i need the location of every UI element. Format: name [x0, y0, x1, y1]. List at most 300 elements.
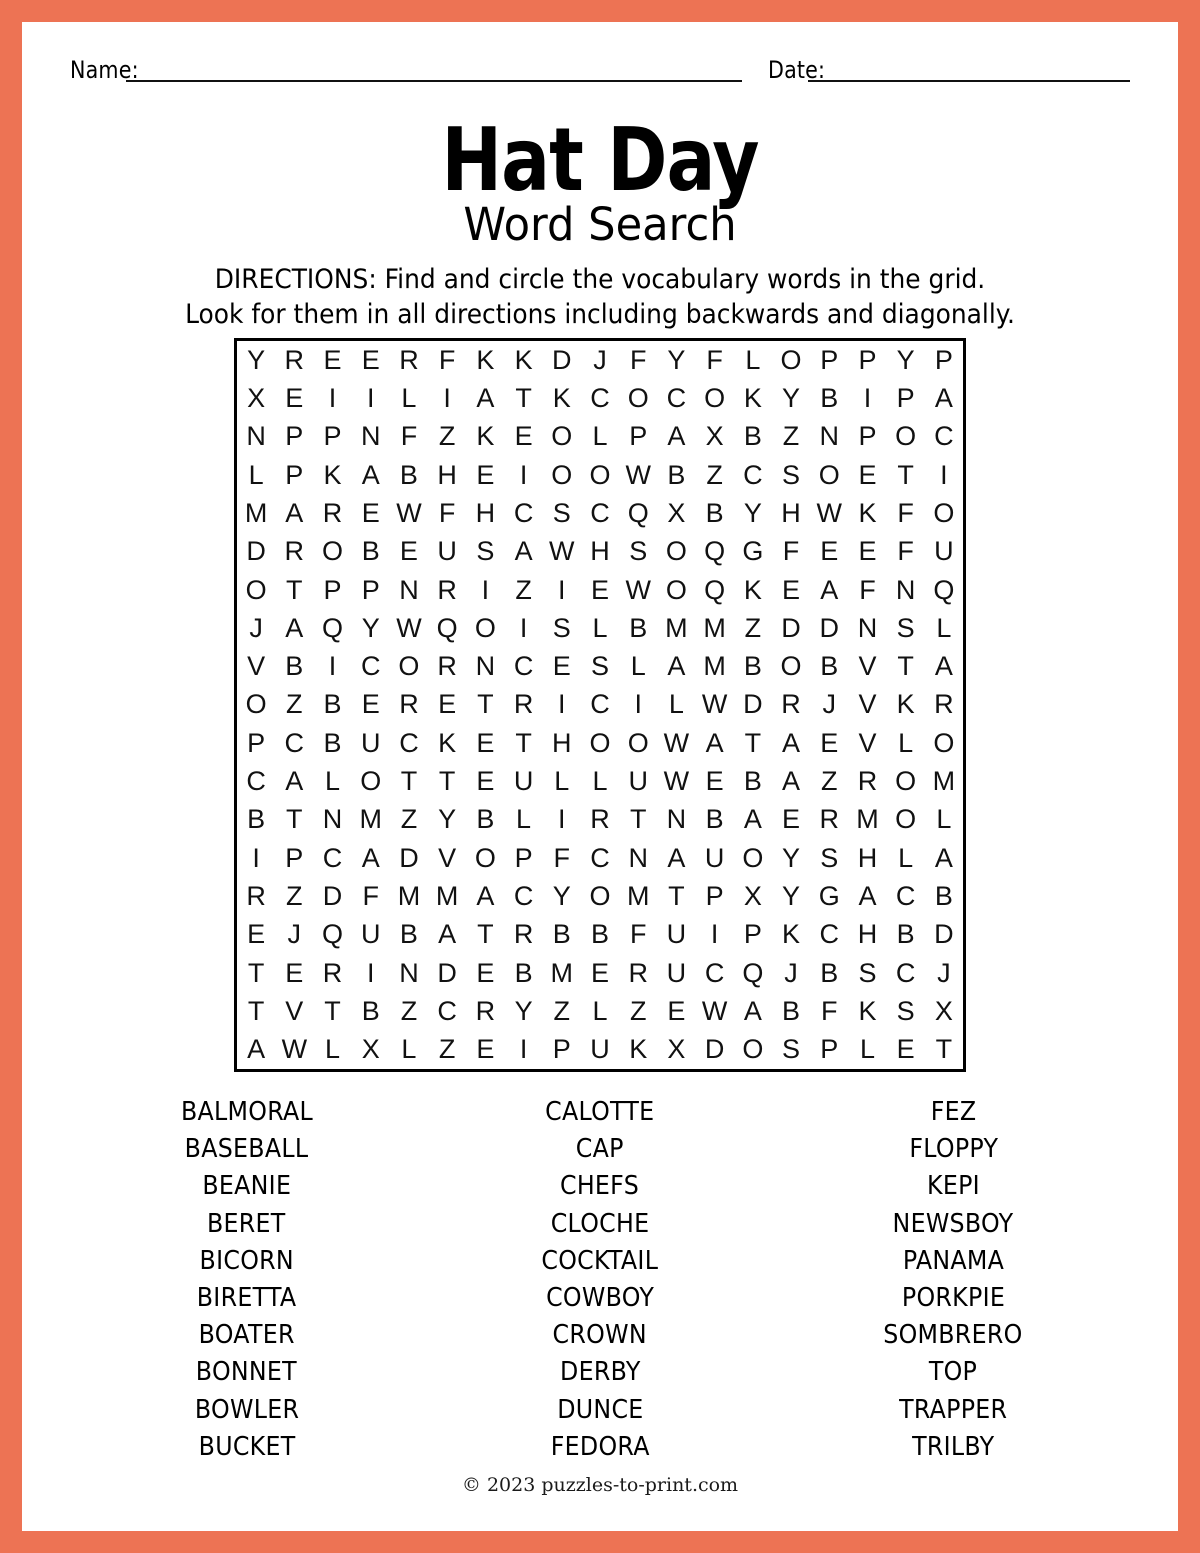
grid-cell[interactable]: U — [437, 536, 457, 567]
grid-cell[interactable]: A — [361, 459, 380, 490]
grid-cell[interactable]: I — [940, 459, 948, 490]
grid-cell[interactable]: F — [706, 344, 723, 375]
grid-cell[interactable]: I — [519, 1034, 528, 1065]
grid-cell[interactable]: B — [743, 421, 762, 452]
grid-cell[interactable]: B — [323, 689, 342, 720]
grid-cell[interactable]: F — [553, 842, 571, 873]
grid-cell[interactable]: E — [476, 766, 495, 797]
word-search-grid[interactable] — [237, 341, 963, 1069]
grid-cell[interactable]: B — [323, 727, 342, 758]
grid-cell[interactable]: B — [361, 996, 380, 1027]
grid-cell[interactable]: Y — [782, 842, 801, 873]
grid-cell[interactable]: C — [590, 689, 610, 720]
grid-cell[interactable]: T — [744, 727, 762, 758]
grid-cell[interactable]: E — [399, 536, 418, 567]
grid-cell[interactable]: J — [287, 919, 302, 950]
grid-cell[interactable]: P — [820, 1034, 839, 1065]
grid-cell[interactable]: V — [438, 842, 457, 873]
grid-cell[interactable]: T — [515, 382, 532, 413]
word-list-item[interactable]: CROWN — [552, 1320, 648, 1351]
grid-cell[interactable]: K — [858, 996, 877, 1027]
grid-cell[interactable]: I — [366, 957, 375, 988]
grid-cell[interactable]: O — [474, 842, 496, 873]
grid-cell[interactable]: N — [666, 804, 687, 835]
grid-cell[interactable]: A — [934, 651, 953, 682]
grid-cell[interactable]: O — [895, 766, 917, 797]
grid-cell[interactable]: C — [513, 497, 534, 528]
grid-cell[interactable]: E — [667, 996, 686, 1027]
grid-cell[interactable]: I — [558, 574, 566, 605]
grid-cell[interactable]: O — [551, 421, 573, 452]
grid-cell[interactable]: I — [519, 612, 528, 643]
grid-cell[interactable]: C — [590, 497, 610, 528]
grid-cell[interactable]: R — [437, 574, 457, 605]
grid-cell[interactable]: S — [782, 1034, 801, 1065]
grid-cell[interactable]: L — [630, 651, 646, 682]
grid-cell[interactable]: P — [858, 344, 877, 375]
grid-cell[interactable]: L — [325, 766, 341, 797]
grid-cell[interactable]: M — [435, 881, 459, 912]
grid-cell[interactable]: T — [897, 459, 914, 490]
grid-cell[interactable]: T — [247, 996, 265, 1027]
grid-cell[interactable]: A — [782, 766, 801, 797]
grid-cell[interactable]: C — [590, 842, 610, 873]
grid-cell[interactable]: E — [820, 727, 839, 758]
grid-cell[interactable]: O — [551, 459, 573, 490]
grid-cell[interactable]: E — [858, 459, 877, 490]
grid-cell[interactable]: I — [443, 382, 451, 413]
grid-cell[interactable]: K — [438, 727, 457, 758]
grid-cell[interactable]: T — [668, 881, 685, 912]
grid-cell[interactable]: W — [663, 727, 690, 758]
grid-cell[interactable]: C — [934, 421, 954, 452]
word-list-item[interactable]: BASEBALL — [184, 1134, 309, 1165]
grid-cell[interactable]: A — [743, 804, 762, 835]
grid-cell[interactable]: O — [589, 459, 611, 490]
word-list-item[interactable]: PORKPIE — [901, 1283, 1005, 1314]
grid-cell[interactable]: Z — [629, 996, 647, 1027]
grid-cell[interactable]: D — [399, 842, 419, 873]
grid-cell[interactable]: F — [629, 344, 647, 375]
grid-cell[interactable]: D — [246, 536, 266, 567]
word-list-item[interactable]: BONNET — [196, 1357, 298, 1388]
word-list-item[interactable]: BOWLER — [194, 1394, 299, 1425]
grid-cell[interactable]: H — [781, 497, 801, 528]
grid-cell[interactable]: J — [822, 689, 836, 720]
grid-cell[interactable]: P — [743, 919, 762, 950]
grid-cell[interactable]: J — [784, 957, 798, 988]
grid-cell[interactable]: T — [286, 804, 303, 835]
grid-cell[interactable]: R — [399, 344, 419, 375]
word-list-item[interactable]: FEDORA — [550, 1431, 650, 1462]
grid-cell[interactable]: R — [322, 497, 343, 528]
grid-cell[interactable]: B — [629, 612, 648, 643]
word-list-item[interactable]: FEZ — [930, 1097, 977, 1127]
grid-cell[interactable]: V — [858, 689, 877, 720]
grid-cell[interactable]: T — [477, 689, 494, 720]
word-list-item[interactable]: FLOPPY — [908, 1134, 998, 1165]
grid-cell[interactable]: E — [552, 651, 571, 682]
grid-cell[interactable]: M — [359, 804, 382, 835]
grid-cell[interactable]: L — [592, 996, 608, 1027]
grid-cell[interactable]: Y — [438, 804, 457, 835]
grid-cell[interactable]: O — [704, 382, 726, 413]
grid-cell[interactable]: N — [475, 651, 496, 682]
grid-cell[interactable]: X — [743, 881, 762, 912]
grid-cell[interactable]: K — [782, 919, 801, 950]
grid-cell[interactable]: B — [552, 919, 571, 950]
grid-cell[interactable]: B — [705, 804, 724, 835]
grid-cell[interactable]: U — [628, 766, 648, 797]
grid-cell[interactable]: S — [552, 612, 571, 643]
grid-cell[interactable]: W — [396, 612, 422, 643]
grid-cell[interactable]: R — [322, 957, 343, 988]
grid-cell[interactable]: Q — [933, 574, 955, 605]
grid-cell[interactable]: C — [399, 727, 419, 758]
grid-cell[interactable]: E — [476, 727, 495, 758]
grid-cell[interactable]: U — [590, 1034, 610, 1065]
grid-cell[interactable]: E — [438, 689, 457, 720]
grid-cell[interactable]: Y — [667, 344, 686, 375]
grid-cell[interactable]: J — [937, 957, 951, 988]
grid-cell[interactable]: A — [743, 996, 762, 1027]
grid-cell[interactable]: O — [665, 574, 687, 605]
grid-cell[interactable]: E — [896, 1034, 915, 1065]
grid-cell[interactable]: O — [398, 651, 420, 682]
grid-cell[interactable]: I — [634, 689, 642, 720]
grid-cell[interactable]: B — [934, 881, 953, 912]
word-list-item[interactable]: KEPI — [926, 1171, 980, 1202]
grid-cell[interactable]: F — [821, 996, 838, 1027]
word-list-item[interactable]: CHEFS — [560, 1171, 640, 1202]
word-list-item[interactable]: DUNCE — [556, 1394, 644, 1425]
grid-cell[interactable]: R — [475, 996, 496, 1027]
word-list-item[interactable]: BOATER — [198, 1320, 295, 1351]
grid-cell[interactable]: X — [247, 382, 266, 413]
grid-cell[interactable]: I — [558, 689, 566, 720]
grid-cell[interactable]: I — [328, 651, 337, 682]
grid-cell[interactable]: B — [399, 919, 418, 950]
grid-cell[interactable]: B — [820, 651, 839, 682]
grid-cell[interactable]: A — [934, 842, 953, 873]
grid-cell[interactable]: N — [857, 612, 878, 643]
grid-cell[interactable]: E — [476, 1034, 495, 1065]
grid-cell[interactable]: I — [863, 382, 872, 413]
grid-cell[interactable]: P — [514, 842, 533, 873]
grid-cell[interactable]: U — [360, 727, 381, 758]
grid-cell[interactable]: K — [743, 382, 762, 413]
word-list-item[interactable]: TRAPPER — [899, 1394, 1008, 1425]
grid-cell[interactable]: J — [593, 344, 607, 375]
grid-cell[interactable]: C — [590, 382, 610, 413]
grid-cell[interactable]: D — [552, 344, 572, 375]
word-list-item[interactable]: COWBOY — [545, 1283, 655, 1314]
grid-cell[interactable]: U — [934, 536, 954, 567]
grid-cell[interactable]: T — [247, 957, 265, 988]
grid-cell[interactable]: I — [252, 842, 260, 873]
grid-cell[interactable]: D — [743, 689, 763, 720]
word-list-item[interactable]: COCKTAIL — [541, 1245, 659, 1276]
grid-cell[interactable]: C — [704, 957, 725, 988]
grid-cell[interactable]: O — [360, 766, 382, 797]
grid-cell[interactable]: R — [857, 766, 878, 797]
grid-cell[interactable]: L — [859, 1034, 875, 1065]
grid-cell[interactable]: F — [897, 536, 914, 567]
word-list-item[interactable]: BIRETTA — [196, 1283, 297, 1314]
grid-cell[interactable]: N — [628, 842, 648, 873]
grid-cell[interactable]: M — [397, 881, 421, 912]
grid-cell[interactable]: L — [325, 1034, 341, 1065]
grid-cell[interactable]: Z — [400, 804, 418, 835]
grid-cell[interactable]: F — [897, 497, 914, 528]
grid-cell[interactable]: Z — [400, 996, 418, 1027]
grid-cell[interactable]: Z — [515, 574, 532, 605]
grid-cell[interactable]: B — [820, 382, 839, 413]
grid-cell[interactable]: P — [934, 344, 953, 375]
grid-cell[interactable]: J — [249, 612, 263, 643]
grid-cell[interactable]: D — [322, 881, 343, 912]
grid-cell[interactable]: L — [554, 766, 570, 797]
grid-cell[interactable]: E — [858, 536, 877, 567]
grid-cell[interactable]: X — [667, 497, 686, 528]
grid-cell[interactable]: A — [476, 881, 495, 912]
word-list-item[interactable]: NEWSBOY — [892, 1208, 1014, 1239]
grid-cell[interactable]: A — [476, 382, 495, 413]
grid-cell[interactable]: T — [286, 574, 303, 605]
grid-cell[interactable]: O — [818, 459, 840, 490]
grid-cell[interactable]: H — [552, 727, 572, 758]
grid-cell[interactable]: Y — [552, 881, 571, 912]
word-list-item[interactable]: PANAMA — [902, 1245, 1004, 1276]
grid-cell[interactable]: R — [284, 536, 305, 567]
grid-cell[interactable]: N — [322, 804, 343, 835]
grid-cell[interactable]: K — [858, 497, 877, 528]
grid-cell[interactable]: R — [934, 689, 954, 720]
grid-cell[interactable]: A — [820, 574, 839, 605]
grid-cell[interactable]: C — [322, 842, 343, 873]
grid-cell[interactable]: A — [667, 651, 686, 682]
grid-cell[interactable]: E — [705, 766, 724, 797]
grid-cell[interactable]: B — [247, 804, 266, 835]
grid-cell[interactable]: M — [550, 957, 574, 988]
grid-cell[interactable]: K — [629, 1034, 648, 1065]
grid-cell[interactable]: A — [247, 1034, 266, 1065]
grid-cell[interactable]: N — [399, 957, 419, 988]
grid-cell[interactable]: B — [782, 996, 801, 1027]
grid-cell[interactable]: K — [896, 689, 915, 720]
grid-cell[interactable]: O — [589, 881, 611, 912]
grid-cell[interactable]: R — [246, 881, 266, 912]
grid-cell[interactable]: C — [513, 881, 534, 912]
grid-cell[interactable]: B — [399, 459, 418, 490]
grid-cell[interactable]: E — [247, 919, 266, 950]
grid-cell[interactable]: L — [668, 689, 684, 720]
word-list-item[interactable]: TOP — [929, 1357, 978, 1388]
grid-cell[interactable]: Z — [706, 459, 723, 490]
grid-cell[interactable]: G — [818, 881, 840, 912]
grid-cell[interactable]: Z — [744, 612, 762, 643]
grid-cell[interactable]: T — [324, 996, 341, 1027]
grid-cell[interactable]: R — [284, 344, 305, 375]
word-list-item[interactable]: TRILBY — [912, 1431, 995, 1462]
grid-cell[interactable]: L — [592, 612, 608, 643]
grid-cell[interactable]: S — [476, 536, 495, 567]
grid-cell[interactable]: O — [589, 727, 611, 758]
grid-cell[interactable]: O — [933, 497, 955, 528]
grid-cell[interactable]: P — [552, 1034, 571, 1065]
grid-cell[interactable]: X — [667, 1034, 686, 1065]
word-list-item[interactable]: CALOTTE — [545, 1097, 655, 1127]
grid-cell[interactable]: V — [247, 651, 266, 682]
grid-cell[interactable]: C — [895, 881, 916, 912]
grid-cell[interactable]: P — [285, 842, 304, 873]
grid-cell[interactable]: Y — [361, 612, 380, 643]
grid-cell[interactable]: O — [780, 651, 802, 682]
grid-cell[interactable]: U — [666, 957, 687, 988]
grid-cell[interactable]: Z — [821, 766, 838, 797]
grid-cell[interactable]: M — [665, 612, 688, 643]
word-list-item[interactable]: BUCKET — [198, 1431, 296, 1462]
grid-cell[interactable]: A — [514, 536, 533, 567]
grid-cell[interactable]: C — [819, 919, 839, 950]
grid-cell[interactable]: Z — [438, 1034, 456, 1065]
grid-cell[interactable]: L — [898, 727, 914, 758]
grid-cell[interactable]: P — [323, 574, 342, 605]
grid-cell[interactable]: W — [663, 766, 690, 797]
date-input-line[interactable] — [808, 54, 1130, 82]
grid-cell[interactable]: K — [476, 344, 495, 375]
grid-cell[interactable]: E — [476, 459, 495, 490]
grid-cell[interactable]: P — [896, 382, 915, 413]
grid-cell[interactable]: L — [248, 459, 264, 490]
grid-cell[interactable]: R — [399, 689, 419, 720]
grid-cell[interactable]: M — [703, 612, 726, 643]
grid-cell[interactable]: B — [705, 497, 724, 528]
grid-cell[interactable]: O — [627, 382, 649, 413]
grid-cell[interactable]: R — [819, 804, 839, 835]
grid-cell[interactable]: Y — [743, 497, 762, 528]
grid-cell[interactable]: M — [932, 766, 956, 797]
grid-cell[interactable]: K — [323, 459, 342, 490]
name-input-line[interactable] — [126, 54, 742, 82]
word-list-item[interactable]: BEANIE — [202, 1171, 292, 1202]
grid-cell[interactable]: C — [513, 651, 534, 682]
grid-cell[interactable]: T — [438, 766, 456, 797]
grid-cell[interactable]: L — [592, 421, 608, 452]
grid-cell[interactable]: Q — [322, 612, 344, 643]
grid-cell[interactable]: R — [628, 957, 648, 988]
grid-cell[interactable]: U — [666, 919, 687, 950]
grid-cell[interactable]: O — [245, 574, 267, 605]
grid-cell[interactable]: E — [476, 957, 495, 988]
grid-cell[interactable]: O — [322, 536, 344, 567]
grid-cell[interactable]: A — [934, 382, 953, 413]
grid-cell[interactable]: C — [437, 996, 457, 1027]
grid-cell[interactable]: W — [549, 536, 575, 567]
grid-cell[interactable]: Z — [286, 881, 303, 912]
grid-cell[interactable]: K — [514, 344, 533, 375]
grid-cell[interactable]: M — [703, 651, 726, 682]
grid-cell[interactable]: S — [629, 536, 648, 567]
grid-cell[interactable]: A — [667, 842, 686, 873]
grid-cell[interactable]: K — [476, 421, 495, 452]
grid-cell[interactable]: E — [590, 957, 609, 988]
grid-cell[interactable]: E — [285, 957, 304, 988]
word-list-item[interactable]: BERET — [207, 1208, 286, 1239]
grid-cell[interactable]: P — [361, 574, 380, 605]
grid-cell[interactable]: E — [590, 574, 609, 605]
grid-cell[interactable]: E — [323, 344, 342, 375]
grid-cell[interactable]: D — [819, 612, 839, 643]
grid-cell[interactable]: T — [515, 727, 532, 758]
grid-cell[interactable]: F — [859, 574, 876, 605]
grid-cell[interactable]: B — [743, 766, 762, 797]
grid-cell[interactable]: O — [665, 536, 687, 567]
grid-cell[interactable]: C — [743, 459, 763, 490]
grid-cell[interactable]: L — [936, 612, 952, 643]
grid-cell[interactable]: E — [782, 804, 801, 835]
grid-cell[interactable]: C — [284, 727, 305, 758]
grid-cell[interactable]: C — [895, 957, 916, 988]
grid-cell[interactable]: E — [285, 382, 304, 413]
word-list-item[interactable]: DERBY — [559, 1357, 641, 1388]
word-list-item[interactable]: CAP — [576, 1134, 624, 1165]
grid-cell[interactable]: M — [856, 804, 879, 835]
grid-cell[interactable]: N — [246, 421, 266, 452]
grid-cell[interactable]: F — [362, 881, 379, 912]
grid-cell[interactable]: L — [592, 766, 608, 797]
grid-cell[interactable]: F — [629, 919, 647, 950]
grid-cell[interactable]: M — [244, 497, 268, 528]
grid-cell[interactable]: P — [323, 421, 342, 452]
grid-cell[interactable]: N — [399, 574, 419, 605]
grid-cell[interactable]: R — [590, 804, 610, 835]
grid-cell[interactable]: V — [858, 651, 877, 682]
grid-cell[interactable]: H — [475, 497, 496, 528]
grid-cell[interactable]: A — [705, 727, 724, 758]
grid-cell[interactable]: F — [438, 344, 456, 375]
grid-cell[interactable]: B — [896, 919, 915, 950]
word-list-item[interactable]: SOMBRERO — [883, 1320, 1023, 1351]
grid-cell[interactable]: C — [246, 766, 266, 797]
word-list-item[interactable]: BALMORAL — [180, 1097, 313, 1127]
grid-cell[interactable]: P — [858, 421, 877, 452]
grid-cell[interactable]: K — [552, 382, 571, 413]
grid-cell[interactable]: Y — [247, 344, 266, 375]
grid-cell[interactable]: E — [361, 497, 380, 528]
grid-cell[interactable]: O — [895, 421, 917, 452]
grid-cell[interactable]: I — [328, 382, 337, 413]
grid-cell[interactable]: P — [247, 727, 266, 758]
grid-cell[interactable]: E — [361, 344, 380, 375]
grid-cell[interactable]: X — [934, 996, 953, 1027]
grid-cell[interactable]: H — [857, 919, 878, 950]
grid-cell[interactable]: D — [781, 612, 801, 643]
grid-cell[interactable]: E — [361, 689, 380, 720]
grid-cell[interactable]: Q — [436, 612, 458, 643]
grid-cell[interactable]: Q — [627, 497, 649, 528]
grid-cell[interactable]: V — [858, 727, 877, 758]
grid-cell[interactable]: P — [285, 459, 304, 490]
grid-cell[interactable]: W — [816, 497, 842, 528]
grid-cell[interactable]: U — [513, 766, 534, 797]
grid-cell[interactable]: T — [629, 804, 647, 835]
grid-cell[interactable]: L — [898, 842, 914, 873]
grid-cell[interactable]: Q — [704, 574, 726, 605]
grid-cell[interactable]: E — [782, 574, 801, 605]
grid-cell[interactable]: S — [590, 651, 609, 682]
grid-cell[interactable]: B — [743, 651, 762, 682]
